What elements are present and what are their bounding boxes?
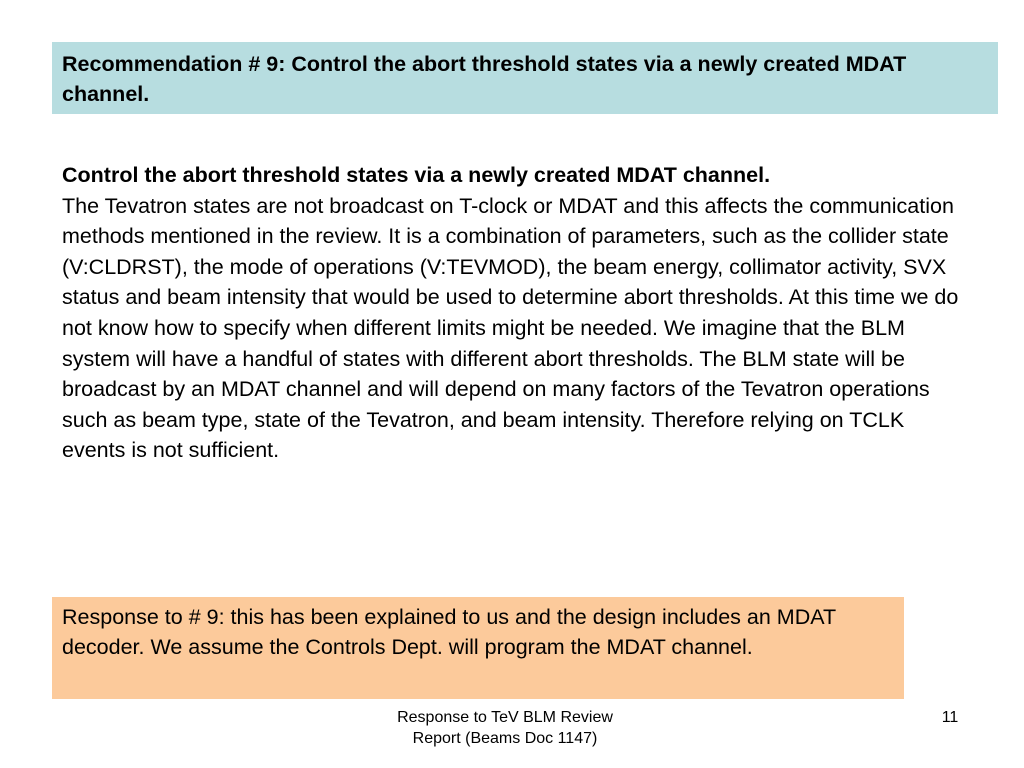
response-text: Response to # 9: this has been explained to us and the design includes an MDAT decoder. We assume the Controls Dept. will program the MDAT channel. [62, 605, 836, 659]
recommendation-title: Recommendation # 9: Control the abort threshold states via a newly created MDAT channel. [62, 52, 907, 106]
footer-line-2: Report (Beams Doc 1147) [412, 730, 598, 747]
body-heading: Control the abort threshold states via a newly created MDAT channel. [62, 163, 771, 187]
recommendation-title-box [52, 42, 998, 114]
body-paragraph: The Tevatron states are not broadcast on T-clock or MDAT and this affects the communication methods mentioned in the review. It is a combination of parameters, such as the collider state (V:CLDRST), the mode of operations (V:TEVMOD), the beam energy, collimator activity, SVX status and beam intensity that would be used to determine abort thresholds. At this time we do not know how to specify when different limits might be needed. We imagine that the BLM system will have a handful of states with different abort thresholds. The BLM state will be broadcast by an MDAT channel and will depend on many factors of the Tevatron operations such as beam type, state of the Tevatron, and beam intensity. Therefore relying on TCLK events is not sufficient. [62, 193, 959, 463]
footer-caption [340, 707, 670, 749]
footer-line-1: Response to TeV BLM Review [397, 709, 613, 726]
page-number: 11 [941, 709, 959, 726]
body-text-block [62, 160, 962, 466]
response-box [52, 597, 904, 699]
